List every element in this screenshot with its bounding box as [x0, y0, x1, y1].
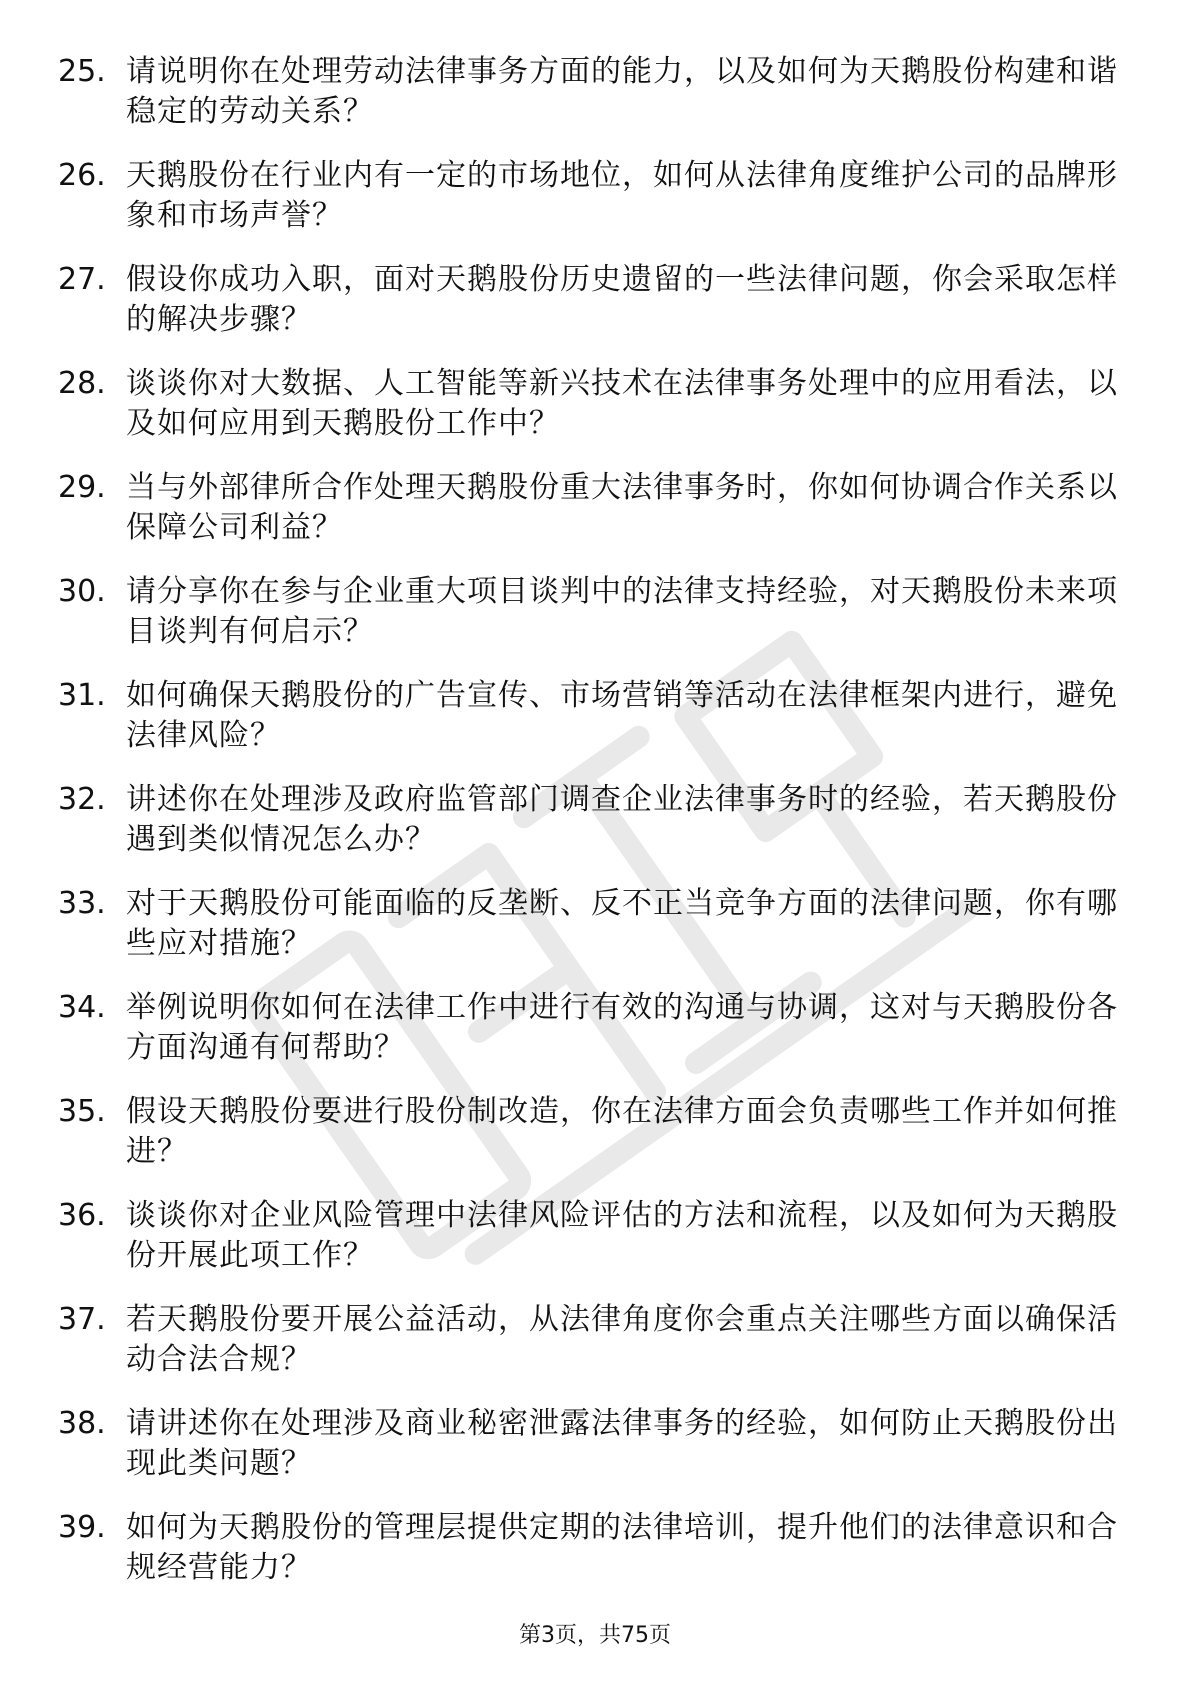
list-item [58, 468, 1148, 572]
question-text: 若天鹅股份要开展公益活动，从法律角度你会重点关注哪些方面以确保活动合法合规？ [126, 1302, 1118, 1377]
question-text: 假设天鹅股份要进行股份制改造，你在法律方面会负责哪些工作并如何推进？ [126, 1094, 1118, 1169]
question-number: 26. [58, 158, 106, 193]
question-text: 如何为天鹅股份的管理层提供定期的法律培训，提升他们的法律意识和合规经营能力？ [126, 1510, 1118, 1585]
question-text: 请说明你在处理劳动法律事务方面的能力，以及如何为天鹅股份构建和谐稳定的劳动关系？ [126, 54, 1118, 129]
question-number: 37. [58, 1302, 106, 1337]
question-text: 如何确保天鹅股份的广告宣传、市场营销等活动在法律框架内进行，避免法律风险？ [126, 678, 1118, 753]
question-text: 请讲述你在处理涉及商业秘密泄露法律事务的经验，如何防止天鹅股份出现此类问题？ [126, 1406, 1118, 1481]
list-item [58, 780, 1148, 884]
list-item [58, 572, 1148, 676]
question-number: 27. [58, 262, 106, 297]
question-number: 34. [58, 990, 106, 1025]
list-item [58, 884, 1148, 988]
question-number: 39. [58, 1510, 106, 1545]
question-text: 举例说明你如何在法律工作中进行有效的沟通与协调，这对与天鹅股份各方面沟通有何帮助？ [126, 990, 1118, 1065]
list-item [58, 676, 1148, 780]
question-text: 谈谈你对大数据、人工智能等新兴技术在法律事务处理中的应用看法，以及如何应用到天鹅股份工作中？ [126, 366, 1118, 441]
list-item [58, 260, 1148, 364]
question-number: 29. [58, 470, 106, 505]
question-text: 假设你成功入职，面对天鹅股份历史遗留的一些法律问题，你会采取怎样的解决步骤？ [126, 262, 1118, 337]
question-number: 38. [58, 1406, 106, 1441]
list-item [58, 1092, 1148, 1196]
question-number: 28. [58, 366, 106, 401]
question-number: 31. [58, 678, 106, 713]
question-number: 36. [58, 1198, 106, 1233]
list-item [58, 52, 1148, 156]
list-item [58, 1508, 1148, 1612]
list-item [58, 1300, 1148, 1404]
question-number: 25. [58, 54, 106, 89]
question-list [58, 52, 1148, 1612]
list-item [58, 156, 1148, 260]
list-item [58, 988, 1148, 1092]
question-number: 33. [58, 886, 106, 921]
question-number: 32. [58, 782, 106, 817]
question-text: 讲述你在处理涉及政府监管部门调查企业法律事务时的经验，若天鹅股份遇到类似情况怎么办？ [126, 782, 1118, 857]
list-item [58, 1404, 1148, 1508]
page-footer: 第3页，共75页 [519, 1623, 671, 1648]
list-item [58, 364, 1148, 468]
question-text: 请分享你在参与企业重大项目谈判中的法律支持经验，对天鹅股份未来项目谈判有何启示？ [126, 574, 1118, 649]
question-text: 当与外部律所合作处理天鹅股份重大法律事务时，你如何协调合作关系以保障公司利益？ [126, 470, 1118, 545]
question-text: 谈谈你对企业风险管理中法律风险评估的方法和流程，以及如何为天鹅股份开展此项工作？ [126, 1198, 1118, 1273]
question-number: 30. [58, 574, 106, 609]
list-item [58, 1196, 1148, 1300]
question-text: 天鹅股份在行业内有一定的市场地位，如何从法律角度维护公司的品牌形象和市场声誉？ [126, 158, 1118, 233]
question-text: 对于天鹅股份可能面临的反垄断、反不正当竞争方面的法律问题，你有哪些应对措施？ [126, 886, 1118, 961]
question-number: 35. [58, 1094, 106, 1129]
